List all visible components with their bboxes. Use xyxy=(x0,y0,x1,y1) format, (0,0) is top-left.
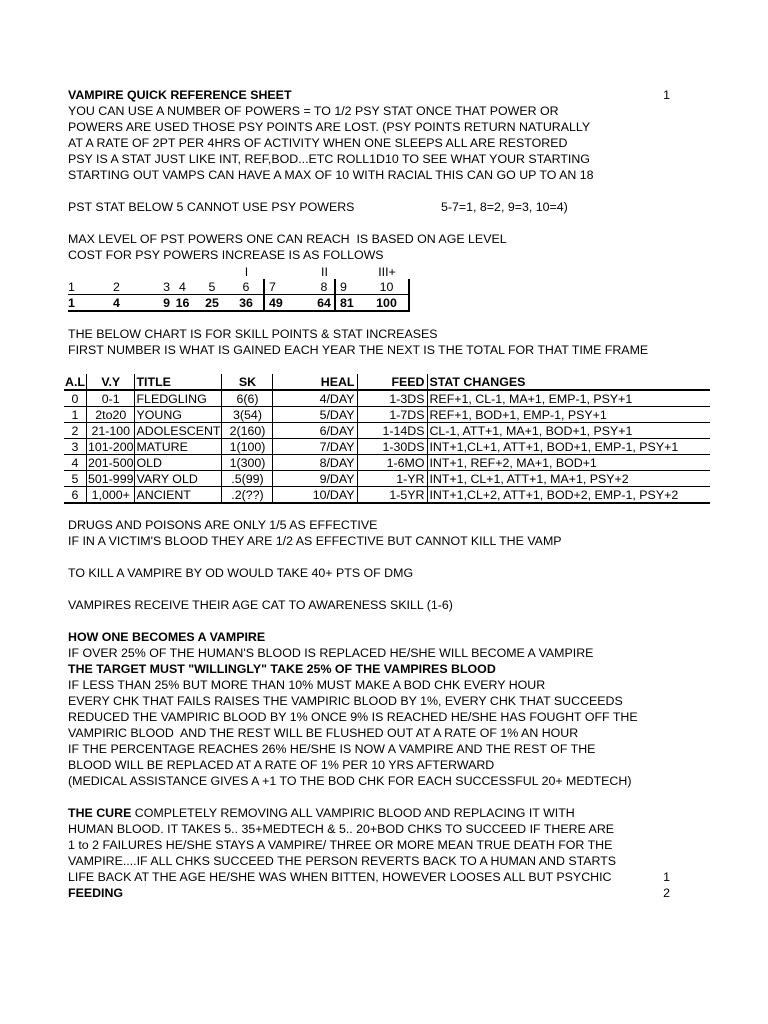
cure-first-line xyxy=(68,805,575,821)
cell-vampire-years: 1,000+ xyxy=(87,487,135,504)
level-row xyxy=(68,279,409,295)
cell-sk: 2(160) xyxy=(222,423,273,439)
level-cell: 10 xyxy=(365,279,409,295)
cell-title: YOUNG xyxy=(135,407,222,423)
table-row xyxy=(64,390,710,407)
become-vampire-heading: HOW ONE BECOMES A VAMPIRE xyxy=(68,630,266,644)
cell-sk: .5(99) xyxy=(222,471,273,487)
feeding-heading: FEEDING xyxy=(68,886,124,900)
cell-stat-changes: REF+1, BOD+1, EMP-1, PSY+1 xyxy=(428,407,711,423)
cure-line: 1 to 2 FAILURES HE/SHE STAYS A VAMPIRE/ THREE OR MORE MEAN TRUE DEATH FOR THE xyxy=(68,838,613,852)
cell-title: VARY OLD xyxy=(135,471,222,487)
become-line: IF LESS THAN 25% BUT MORE THAN 10% MUST MAKE A BOD CHK EVERY HOUR xyxy=(68,678,546,692)
cell-feed: 1-3DS xyxy=(358,390,428,407)
table-row xyxy=(64,487,710,504)
psy-cost-table xyxy=(68,264,410,312)
cell-stat-changes: INT+1,CL+2, ATT+1, BOD+2, EMP-1, PSY+2 xyxy=(428,487,711,504)
tier-label: I xyxy=(244,264,249,279)
intro-line: PSY IS A STAT JUST LIKE INT, REF,BOD...ETC ROLL1D10 TO SEE WHAT YOUR STARTING xyxy=(68,152,590,166)
cell-feed: 1-5YR xyxy=(358,487,428,504)
drugs-line: DRUGS AND POISONS ARE ONLY 1/5 AS EFFECTIVE xyxy=(68,518,378,532)
cell-feed: 1-6MO xyxy=(358,455,428,471)
cell-sk: 3(54) xyxy=(222,407,273,423)
cell-age-level: 4 xyxy=(64,455,87,471)
become-line: EVERY CHK THAT FAILS RAISES THE VAMPIRIC BLOOD BY 1%, EVERY CHK THAT SUCCEEDS xyxy=(68,694,623,708)
cure-line: VAMPIRE....IF ALL CHKS SUCCEED THE PERSON REVERTS BACK TO A HUMAN AND STARTS xyxy=(68,854,617,868)
cell-title: OLD xyxy=(135,455,222,471)
cost-cell: 4 xyxy=(98,295,135,312)
cell-stat-changes: CL-1, ATT+1, MA+1, BOD+1, PSY+1 xyxy=(428,423,711,439)
col-header-title: TITLE xyxy=(135,374,222,390)
cell-vampire-years: 201-500 xyxy=(88,455,134,470)
intro-line: AT A RATE OF 2PT PER 4HRS OF ACTIVITY WHEN ONE SLEEPS ALL ARE RESTORED xyxy=(68,136,568,150)
become-line: (MEDICAL ASSISTANCE GIVES A +1 TO THE BOD CHK FOR EACH SUCCESSFUL 20+ MEDTECH) xyxy=(68,774,632,788)
cell-vampire-years: 501-999 xyxy=(88,471,134,486)
level-cell: 8 xyxy=(314,279,335,295)
cell-stat-changes: INT+1, REF+2, MA+1, BOD+1 xyxy=(428,455,711,471)
level-cell: 1 xyxy=(68,279,98,295)
level-cell: 9 xyxy=(335,279,365,295)
cell-vampire-years: 0-1 xyxy=(87,390,135,407)
cell-feed: 1-7DS xyxy=(358,407,428,423)
cell-sk: 1(100) xyxy=(222,439,273,455)
cost-cell: 81 xyxy=(335,295,365,312)
page-number: 1 xyxy=(663,88,670,102)
skill-stat-table xyxy=(64,374,710,504)
become-line: IF OVER 25% OF THE HUMAN'S BLOOD IS REPLACED HE/SHE WILL BECOME A VAMPIRE xyxy=(68,646,594,660)
cell-sk: 1(300) xyxy=(222,455,273,471)
overdose-line: TO KILL A VAMPIRE BY OD WOULD TAKE 40+ PTS OF DMG xyxy=(68,566,414,580)
become-line: REDUCED THE VAMPIRIC BLOOD BY 1% ONCE 9% IS REACHED HE/SHE HAS FOUGHT OFF THE xyxy=(68,710,638,724)
cell-feed: 1-30DS xyxy=(358,439,428,455)
cell-heal: 6/DAY xyxy=(273,423,358,439)
cost-line: COST FOR PSY POWERS INCREASE IS AS FOLLOWS xyxy=(68,248,384,262)
col-header-al: A.L xyxy=(65,374,85,389)
cost-cell: 1 xyxy=(68,295,98,312)
cell-age-level: 6 xyxy=(64,487,87,504)
table-row xyxy=(64,471,710,487)
cell-age-level: 3 xyxy=(64,439,87,455)
cell-feed: 1-14DS xyxy=(358,423,428,439)
cell-age-level: 1 xyxy=(64,407,87,423)
cell-sk: 6(6) xyxy=(222,390,273,407)
page-number: 2 xyxy=(663,886,670,900)
tier-label: III+ xyxy=(378,264,396,279)
cost-cell: 64 xyxy=(314,295,335,312)
awareness-line: VAMPIRES RECEIVE THEIR AGE CAT TO AWARENESS SKILL (1-6) xyxy=(68,598,453,612)
cell-age-level: 5 xyxy=(64,471,87,487)
level-cell: 7 xyxy=(264,279,314,295)
become-line: BLOOD WILL BE REPLACED AT A RATE OF 1% PER 10 YRS AFTERWARD xyxy=(68,758,495,772)
cell-title: FLEDGLING xyxy=(135,390,222,407)
table-row xyxy=(64,439,710,455)
level-cell: 6 xyxy=(229,279,264,295)
cure-line: HUMAN BLOOD. IT TAKES 5.. 35+MEDTECH & 5.. 20+BOD CHKS TO SUCCEED IF THERE ARE xyxy=(68,822,615,836)
cell-stat-changes: REF+1, CL-1, MA+1, EMP-1, PSY+1 xyxy=(428,390,711,407)
cell-age-level: 2 xyxy=(64,423,87,439)
intro-line: YOU CAN USE A NUMBER OF POWERS = TO 1/2 PSY STAT ONCE THAT POWER OR xyxy=(68,104,559,118)
cost-cell: 25 xyxy=(195,295,229,312)
table-row xyxy=(64,423,710,439)
level-cell: 3 xyxy=(135,279,170,295)
table-row xyxy=(64,455,710,471)
cell-heal: 8/DAY xyxy=(273,455,358,471)
tier-label: II xyxy=(321,264,328,279)
col-header-vy: V.Y xyxy=(87,374,135,390)
willingly-line: THE TARGET MUST "WILLINGLY" TAKE 25% OF THE VAMPIRES BLOOD xyxy=(68,662,496,676)
cost-row xyxy=(68,295,409,312)
drugs-line: IF IN A VICTIM'S BLOOD THEY ARE 1/2 AS EFFECTIVE BUT CANNOT KILL THE VAMP xyxy=(68,534,562,548)
cell-stat-changes: INT+1,CL+1, ATT+1, BOD+1, EMP-1, PSY+1 xyxy=(428,439,711,455)
col-header-feed: FEED xyxy=(358,374,428,390)
cell-stat-changes: INT+1, CL+1, ATT+1, MA+1, PSY+2 xyxy=(428,471,711,487)
cell-vampire-years: 21-100 xyxy=(87,423,135,439)
cure-text: COMPLETELY REMOVING ALL VAMPIRIC BLOOD AND REPLACING IT WITH xyxy=(131,806,575,820)
cost-cell: 100 xyxy=(365,295,409,312)
become-line: IF THE PERCENTAGE REACHES 26% HE/SHE IS NOW A VAMPIRE AND THE REST OF THE xyxy=(68,742,596,756)
cell-heal: 5/DAY xyxy=(273,407,358,423)
cost-cell: 16 xyxy=(170,295,195,312)
table-header-row xyxy=(64,374,710,390)
cell-vampire-years: 2to20 xyxy=(87,407,135,423)
col-header-heal: HEAL xyxy=(273,374,358,390)
level-cell: 5 xyxy=(195,279,229,295)
cell-title: MATURE xyxy=(135,439,222,455)
cell-vampire-years: 101-200 xyxy=(88,439,134,454)
page-number: 1 xyxy=(663,870,670,884)
cell-age-level: 0 xyxy=(64,390,87,407)
cell-heal: 9/DAY xyxy=(273,471,358,487)
intro-line: POWERS ARE USED THOSE PSY POINTS ARE LOST. (PSY POINTS RETURN NATURALLY xyxy=(68,120,591,134)
cure-heading: THE CURE xyxy=(68,806,132,820)
cost-cell: 36 xyxy=(229,295,264,312)
cell-feed: 1-YR xyxy=(358,471,428,487)
chart-intro-line: FIRST NUMBER IS WHAT IS GAINED EACH YEAR THE NEXT IS THE TOTAL FOR THAT TIME FRAME xyxy=(68,343,649,357)
pst-formula: 5-7=1, 8=2, 9=3, 10=4) xyxy=(441,200,568,214)
chart-intro-line: THE BELOW CHART IS FOR SKILL POINTS & STAT INCREASES xyxy=(68,327,438,341)
cost-cell: 9 xyxy=(135,295,170,312)
tier-row xyxy=(68,264,409,279)
level-cell: 4 xyxy=(170,279,195,295)
cell-heal: 4/DAY xyxy=(273,390,358,407)
pst-stat-line: PST STAT BELOW 5 CANNOT USE PSY POWERS xyxy=(68,200,355,214)
intro-line: STARTING OUT VAMPS CAN HAVE A MAX OF 10 WITH RACIAL THIS CAN GO UP TO AN 18 xyxy=(68,168,594,182)
level-cell: 2 xyxy=(98,279,135,295)
sheet-title: VAMPIRE QUICK REFERENCE SHEET xyxy=(68,88,292,102)
cost-cell: 49 xyxy=(264,295,314,312)
become-line: VAMPIRIC BLOOD AND THE REST WILL BE FLUSHED OUT AT A RATE OF 1% AN HOUR xyxy=(68,726,579,740)
cure-line: LIFE BACK AT THE AGE HE/SHE WAS WHEN BITTEN, HOWEVER LOOSES ALL BUT PSYCHIC xyxy=(68,870,612,884)
col-header-sk: SK xyxy=(222,374,273,390)
cell-heal: 10/DAY xyxy=(273,487,358,504)
table-row xyxy=(64,407,710,423)
max-level-line: MAX LEVEL OF PST POWERS ONE CAN REACH IS BASED ON AGE LEVEL xyxy=(68,232,507,246)
col-header-stat-changes: STAT CHANGES xyxy=(428,374,711,390)
cell-heal: 7/DAY xyxy=(273,439,358,455)
cell-title: ANCIENT xyxy=(135,487,222,504)
cell-title: ADOLESCENT xyxy=(136,423,221,438)
cell-sk: .2(??) xyxy=(222,487,273,504)
